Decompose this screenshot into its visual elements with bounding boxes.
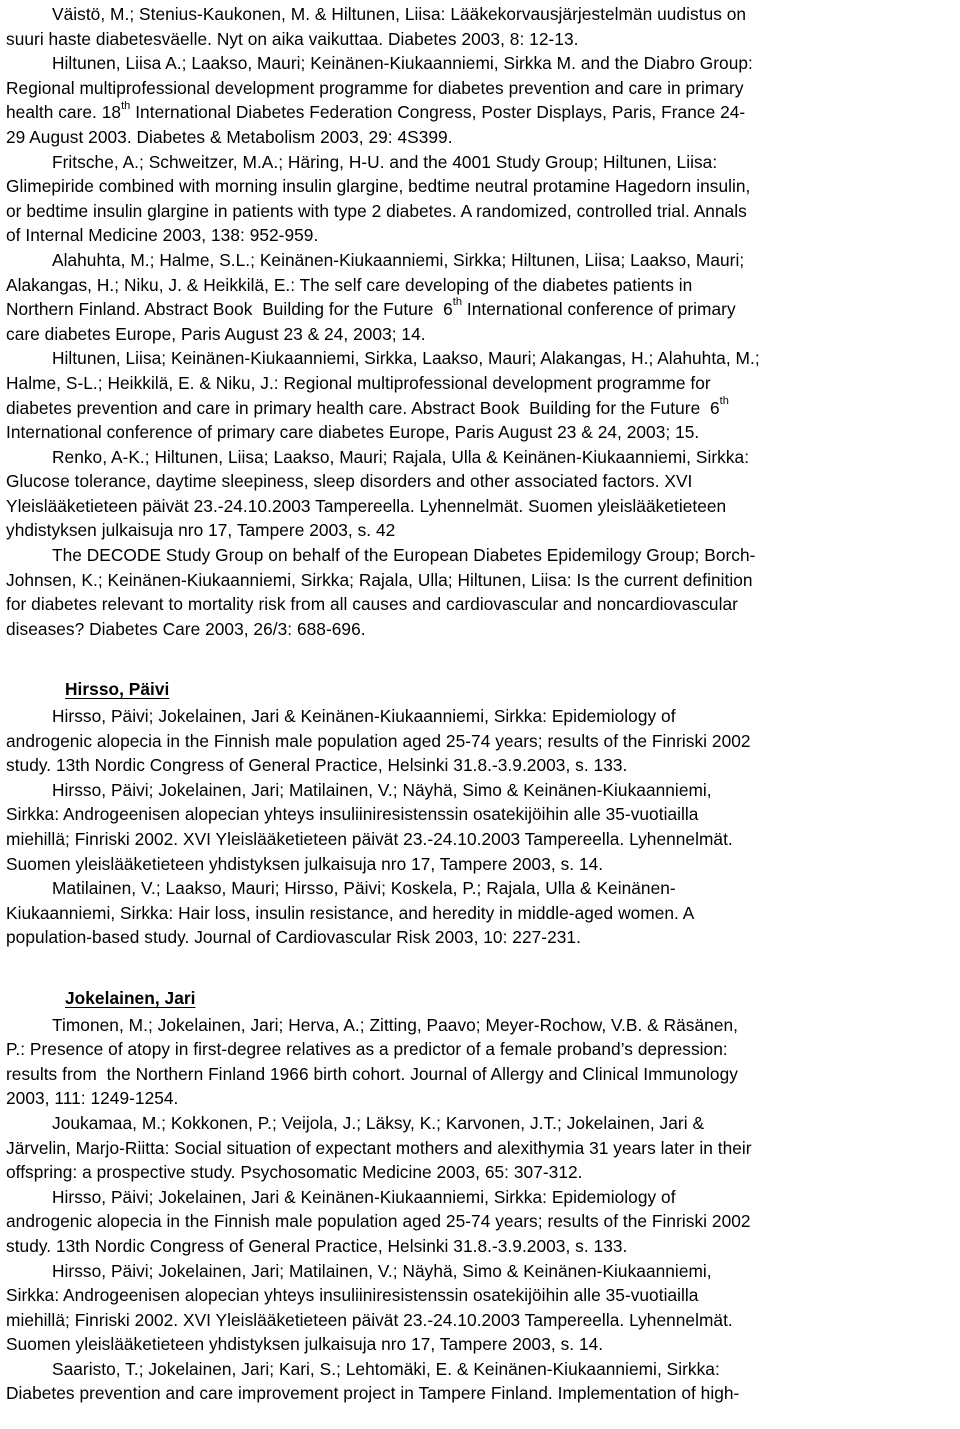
reference-line: study. 13th Nordic Congress of General Practice, Helsinki 31.8.-3.9.2003, s. 133. — [6, 755, 628, 776]
reference-line: for diabetes relevant to mortality risk from all causes and cardiovascular and noncardiovascular — [6, 594, 738, 615]
reference-line: International conference of primary care diabetes Europe, Paris August 23 & 24, 2003; 15. — [6, 422, 700, 443]
reference-line: 29 August 2003. Diabetes & Metabolism 2003, 29: 4S399. — [6, 126, 453, 147]
reference-line: Järvelin, Marjo-Riitta: Social situation of expectant mothers and alexithymia 31 years later in their — [6, 1137, 752, 1158]
reference-line: Hirsso, Päivi; Jokelainen, Jari & Keinänen-Kiukaanniemi, Sirkka: Epidemiology of — [52, 1186, 676, 1207]
ordinal-superscript: th — [452, 296, 463, 309]
reference-line: P.: Presence of atopy in first-degree relatives as a predictor of a female proband’s depression: — [6, 1039, 728, 1060]
reference-entry — [6, 876, 960, 950]
reference-entry — [6, 1185, 960, 1259]
reference-line: Saaristo, T.; Jokelainen, Jari; Kari, S.; Lehtomäki, E. & Keinänen-Kiukaanniemi, Sirkka: — [52, 1358, 720, 1379]
reference-line: Halme, S-L.; Heikkilä, E. & Niku, J.: Regional multiprofessional development programme for — [6, 372, 711, 393]
publication-list — [6, 1013, 960, 1407]
reference-entry — [6, 346, 960, 444]
reference-line: Alakangas, H.; Niku, J. & Heikkilä, E.: The self care developing of the diabetes patients in — [6, 274, 693, 295]
reference-line: Hiltunen, Liisa A.; Laakso, Mauri; Keinänen-Kiukaanniemi, Sirkka M. and the Diabro Group: — [52, 53, 753, 74]
reference-text: health care. 18 — [6, 102, 122, 123]
reference-line: results from the Northern Finland 1966 birth cohort. Journal of Allergy and Clinical Immunology — [6, 1063, 738, 1084]
reference-entry — [6, 1259, 960, 1357]
author-section-jokelainen — [6, 986, 960, 1406]
reference-line: 2003, 111: 1249-1254. — [6, 1088, 179, 1109]
ordinal-superscript: th — [121, 99, 131, 112]
reference-entry — [6, 51, 960, 149]
reference-line — [6, 100, 960, 125]
reference-entry — [6, 2, 960, 51]
reference-entry — [6, 150, 960, 248]
reference-entry — [6, 248, 960, 346]
reference-entry — [6, 1357, 960, 1406]
reference-line: miehillä; Finriski 2002. XVI Yleislääketieteen päivät 23.-24.10.2003 Tampereella. Lyhennelmät. — [6, 1309, 733, 1330]
reference-line: diseases? Diabetes Care 2003, 26/3: 688-696. — [6, 618, 366, 639]
reference-line: Timonen, M.; Jokelainen, Jari; Herva, A.; Zitting, Paavo; Meyer-Rochow, V.B. & Räsänen, — [52, 1014, 738, 1035]
reference-line: Hirsso, Päivi; Jokelainen, Jari & Keinänen-Kiukaanniemi, Sirkka: Epidemiology of — [52, 706, 676, 727]
reference-line: Glucose tolerance, daytime sleepiness, sleep disorders and other associated factors. XVI — [6, 471, 693, 492]
author-heading: Hirsso, Päivi — [65, 679, 170, 700]
reference-line: androgenic alopecia in the Finnish male population aged 25-74 years; results of the Finriski 2002 — [6, 730, 751, 751]
reference-line: Kiukaanniemi, Sirkka: Hair loss, insulin resistance, and heredity in middle-aged women. A — [6, 902, 695, 923]
reference-line: androgenic alopecia in the Finnish male population aged 25-74 years; results of the Finriski 2002 — [6, 1211, 751, 1232]
reference-line: Hiltunen, Liisa; Keinänen-Kiukaanniemi, Sirkka, Laakso, Mauri; Alakangas, H.; Alahuhta, M.; — [52, 348, 760, 369]
publication-list — [6, 704, 960, 950]
reference-line: Hirsso, Päivi; Jokelainen, Jari; Matilainen, V.; Näyhä, Simo & Keinänen-Kiukaanniemi, — [52, 779, 712, 800]
reference-entry — [6, 1013, 960, 1111]
reference-line: Sirkka: Androgeenisen alopecian yhteys insuliiniresistenssin osatekijöihin alle 35-vuotiailla — [6, 804, 699, 825]
reference-line: The DECODE Study Group on behalf of the European Diabetes Epidemilogy Group; Borch- — [52, 545, 756, 566]
reference-line: Joukamaa, M.; Kokkonen, P.; Veijola, J.; Läksy, K.; Karvonen, J.T.; Jokelainen, Jari & — [52, 1112, 705, 1133]
reference-text: International Diabetes Federation Congress, Poster Displays, Paris, France 24- — [130, 102, 746, 123]
section-spacer — [6, 950, 960, 986]
reference-line: Johnsen, K.; Keinänen-Kiukaanniemi, Sirkka; Rajala, Ulla; Hiltunen, Liisa: Is the current definition — [6, 569, 753, 590]
reference-line: Alahuhta, M.; Halme, S.L.; Keinänen-Kiukaanniemi, Sirkka; Hiltunen, Liisa; Laakso, Mauri; — [52, 249, 745, 270]
reference-line — [6, 396, 960, 421]
reference-line: Suomen yleislääketieteen yhdistyksen julkaisuja nro 17, Tampere 2003, s. 14. — [6, 1334, 604, 1355]
section-spacer — [6, 641, 960, 677]
reference-line: Väistö, M.; Stenius-Kaukonen, M. & Hiltunen, Liisa: Lääkekorvausjärjestelmän uudistus on — [52, 4, 747, 24]
reference-line — [6, 297, 960, 322]
reference-text: International conference of primary — [462, 299, 736, 320]
reference-line: Glimepiride combined with morning insulin glargine, bedtime neutral protamine Hagedorn insulin, — [6, 176, 751, 197]
publication-list-continued — [6, 2, 960, 641]
reference-line: Sirkka: Androgeenisen alopecian yhteys insuliiniresistenssin osatekijöihin alle 35-vuotiailla — [6, 1285, 699, 1306]
reference-line: or bedtime insulin glargine in patients with type 2 diabetes. A randomized, controlled trial. Annals — [6, 200, 747, 221]
reference-entry — [6, 778, 960, 876]
author-section-hirsso — [6, 677, 960, 950]
reference-line: Suomen yleislääketieteen yhdistyksen julkaisuja nro 17, Tampere 2003, s. 14. — [6, 853, 604, 874]
reference-line: Renko, A-K.; Hiltunen, Liisa; Laakso, Mauri; Rajala, Ulla & Keinänen-Kiukaanniemi, Sirkka: — [52, 446, 750, 467]
reference-text: Northern Finland. Abstract Book Building for the Future 6 — [6, 299, 453, 320]
reference-line: of Internal Medicine 2003, 138: 952-959. — [6, 225, 319, 246]
reference-entry — [6, 704, 960, 778]
reference-line: offspring: a prospective study. Psychosomatic Medicine 2003, 65: 307-312. — [6, 1162, 583, 1183]
reference-line: care diabetes Europe, Paris August 23 & 24, 2003; 14. — [6, 323, 426, 344]
reference-line: Hirsso, Päivi; Jokelainen, Jari; Matilainen, V.; Näyhä, Simo & Keinänen-Kiukaanniemi, — [52, 1260, 712, 1281]
reference-line: yhdistyksen julkaisuja nro 17, Tampere 2003, s. 42 — [6, 520, 396, 541]
reference-line: Matilainen, V.; Laakso, Mauri; Hirsso, Päivi; Koskela, P.; Rajala, Ulla & Keinänen- — [52, 878, 676, 899]
author-heading: Jokelainen, Jari — [65, 987, 196, 1008]
reference-entry — [6, 445, 960, 543]
reference-entry — [6, 1111, 960, 1185]
reference-entry — [6, 543, 960, 641]
reference-line: Yleislääketieteen päivät 23.-24.10.2003 Tampereella. Lyhennelmät. Suomen yleislääketieteen — [6, 495, 727, 516]
reference-line: Diabetes prevention and care improvement project in Tampere Finland. Implementation of high- — [6, 1383, 740, 1404]
reference-line: miehillä; Finriski 2002. XVI Yleislääketieteen päivät 23.-24.10.2003 Tampereella. Lyhennelmät. — [6, 829, 733, 849]
reference-line: Fritsche, A.; Schweitzer, M.A.; Häring, H-U. and the 4001 Study Group; Hiltunen, Liisa: — [52, 151, 718, 172]
ordinal-superscript: th — [719, 394, 729, 407]
reference-line: suuri haste diabetesväelle. Nyt on aika vaikuttaa. Diabetes 2003, 8: 12-13. — [6, 28, 579, 49]
reference-line: Regional multiprofessional development programme for diabetes prevention and care in primary — [6, 77, 744, 98]
reference-line: study. 13th Nordic Congress of General Practice, Helsinki 31.8.-3.9.2003, s. 133. — [6, 1235, 628, 1256]
reference-text: diabetes prevention and care in primary health care. Abstract Book Building for the Future 6 — [6, 397, 720, 418]
reference-line: population-based study. Journal of Cardiovascular Risk 2003, 10: 227-231. — [6, 927, 581, 948]
